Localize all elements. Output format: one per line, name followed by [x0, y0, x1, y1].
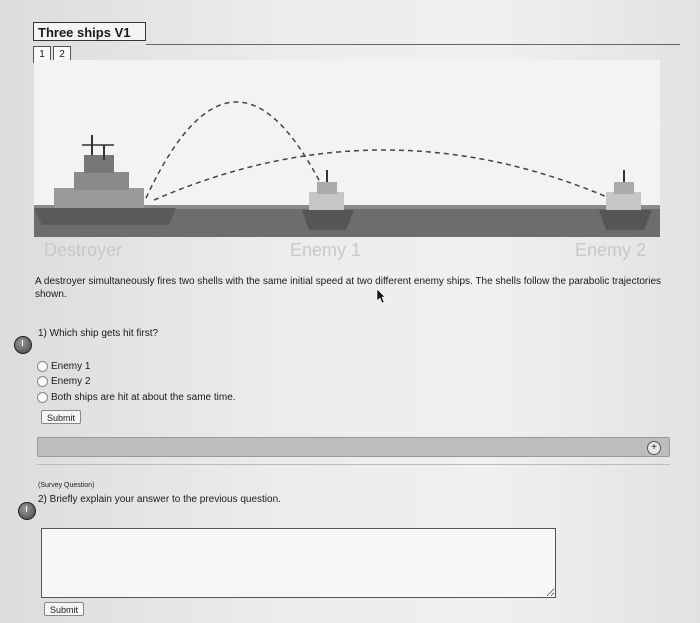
radio-button[interactable]: [37, 376, 48, 387]
section-divider: [37, 464, 670, 465]
feedback-bar[interactable]: [37, 437, 670, 457]
choice-enemy1[interactable]: [37, 361, 90, 372]
problem-statement: A destroyer simultaneously fires two shells with the same initial speed at two different enemy ships. The shells follow the parabolic trajectories shown.: [35, 276, 662, 300]
submit-button-q1[interactable]: Submit: [41, 410, 81, 424]
survey-question-tag: (Survey Question): [38, 482, 95, 489]
question1-text: 1) Which ship gets hit first?: [38, 328, 159, 339]
enemy2-label: Enemy 2: [575, 240, 647, 260]
enemy1-label: Enemy 1: [290, 240, 362, 260]
mouse-cursor: [376, 288, 386, 304]
question2-text: 2) Briefly explain your answer to the previous question.: [38, 494, 281, 505]
clock-icon: [14, 336, 32, 354]
title-underline: [146, 44, 680, 45]
destroyer-label: Destroyer: [44, 240, 123, 260]
part-tab-2[interactable]: 2: [53, 46, 71, 63]
choice-label: Enemy 1: [51, 361, 91, 372]
radio-button[interactable]: [37, 392, 48, 403]
choice-enemy2[interactable]: [37, 376, 90, 387]
ships-trajectory-figure: [34, 60, 660, 260]
choice-label: Both ships are hit at about the same time.: [51, 392, 236, 403]
answer-textarea[interactable]: [41, 528, 556, 598]
submit-button-q2[interactable]: Submit: [44, 602, 84, 616]
choice-same-time[interactable]: [37, 392, 236, 403]
clock-icon: [18, 502, 36, 520]
radio-button[interactable]: [37, 361, 48, 372]
problem-title: Three ships V1: [33, 22, 146, 41]
part-tab-1[interactable]: 1: [33, 46, 51, 63]
choice-label: Enemy 2: [51, 376, 91, 387]
expand-plus-icon[interactable]: +: [647, 441, 661, 455]
